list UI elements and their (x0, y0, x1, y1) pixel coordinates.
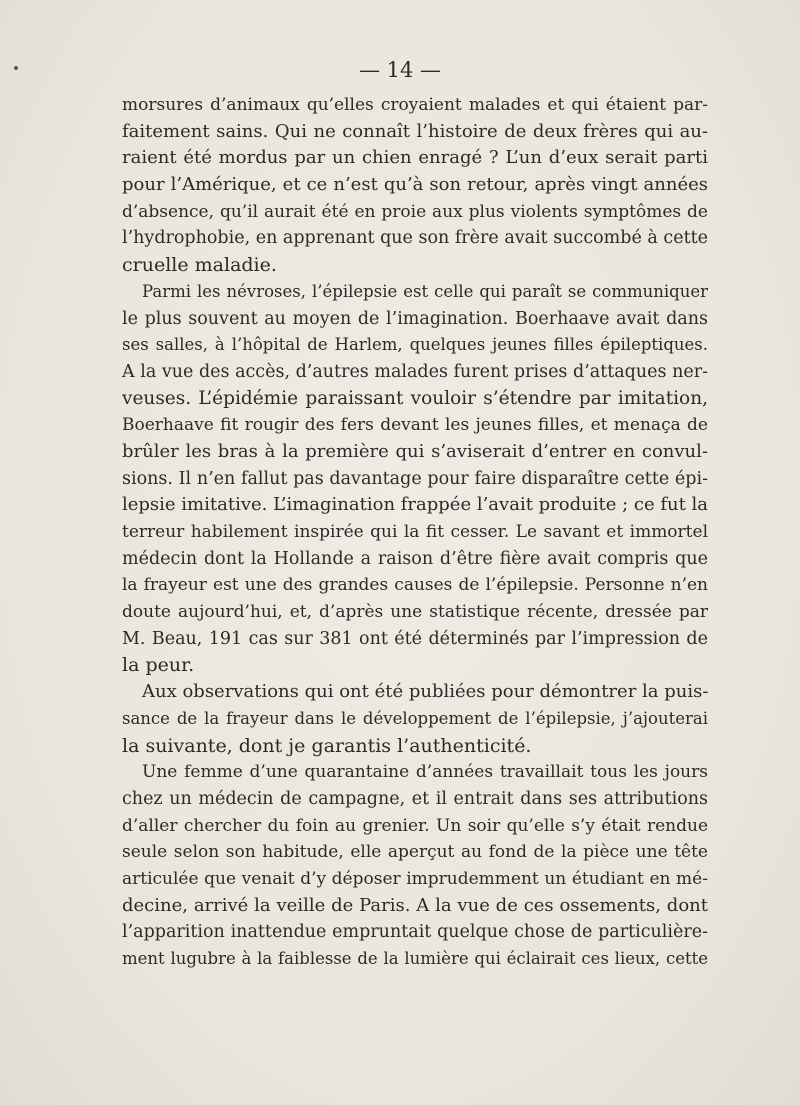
text-line: d’aller chercher du foin au grenier. Un soir qu’elle s’y était rendue (122, 815, 708, 836)
text-line: M. Beau, 191 cas sur 381 ont été déterminés par l’impression de (122, 628, 708, 649)
text-line: d’absence, qu’il aurait été en proie aux plus violents symptômes de (122, 201, 708, 222)
text-line: la peur. (122, 654, 195, 677)
text-line: sions. Il n’en fallut pas davantage pour faire disparaître cette épi- (122, 468, 708, 489)
body-text (122, 92, 708, 973)
text-line: cruelle maladie. (122, 254, 277, 277)
text-line: sance de la frayeur dans le développement de l’épilepsie, j’ajouterai (122, 708, 708, 728)
text-line: terreur habilement inspirée qui la fit cesser. Le savant et immortel (122, 522, 708, 542)
text-line: Parmi les névroses, l’épilepsie est celle qui paraît se communiquer (142, 281, 708, 301)
text-line: raient été mordus par un chien enragé ? L’un d’eux serait parti (122, 147, 708, 169)
text-line: Boerhaave fit rougir des fers devant les jeunes filles, et menaça de (122, 415, 708, 436)
text-line: decine, arrivé la veille de Paris. A la vue de ces ossements, dont (122, 894, 708, 916)
text-line: faitement sains. Qui ne connaît l’histoire de deux frères qui au- (122, 120, 708, 142)
text-line: médecin dont la Hollande a raison d’être fière avait compris que (122, 548, 708, 569)
text-line: l’hydrophobie, en apprenant que son frère avait succombé à cette (122, 228, 708, 249)
text-line: brûler les bras à la première qui s’aviserait d’entrer en convul- (122, 440, 708, 462)
text-line: lepsie imitative. L’imagination frappée l’avait produite ; ce fut la (122, 494, 708, 516)
text-line: chez un médecin de campagne, et il entrait dans ses attributions (122, 788, 708, 809)
text-line: ment lugubre à la faiblesse de la lumière qui éclairait ces lieux, cette (122, 949, 708, 968)
text-line: doute aujourd’hui, et, d’après une statistique récente, dressée par (122, 602, 708, 623)
page-number: — 14 — (358, 58, 442, 82)
text-line: la frayeur est une des grandes causes de l’épilepsie. Personne n’en (122, 575, 708, 596)
text-line: l’apparition inattendue empruntait quelque chose de particulière- (122, 922, 708, 943)
text-line: veuses. L’épidémie paraissant vouloir s’étendre par imitation, (122, 387, 708, 409)
text-line: articulée que venait d’y déposer imprudemment un étudiant en mé- (122, 868, 708, 889)
text-line: morsures d’animaux qu’elles croyaient malades et qui étaient par- (122, 95, 708, 115)
text-line: A la vue des accès, d’autres malades furent prises d’attaques ner- (122, 361, 708, 382)
text-line: Une femme d’une quarantaine d’années travaillait tous les jours (142, 762, 708, 783)
text-line: pour l’Amérique, et ce n’est qu’à son retour, après vingt années (122, 174, 708, 196)
text-line: la suivante, dont je garantis l’authenticité. (122, 734, 532, 757)
text-line: ses salles, à l’hôpital de Harlem, quelques jeunes filles épileptiques. (122, 335, 708, 355)
text-line: le plus souvent au moyen de l’imagination. Boerhaave avait dans (122, 308, 708, 329)
text-line: seule selon son habitude, elle aperçut au fond de la pièce une tête (122, 842, 708, 863)
text-line: Aux observations qui ont été publiées pour démontrer la puis- (142, 681, 708, 703)
